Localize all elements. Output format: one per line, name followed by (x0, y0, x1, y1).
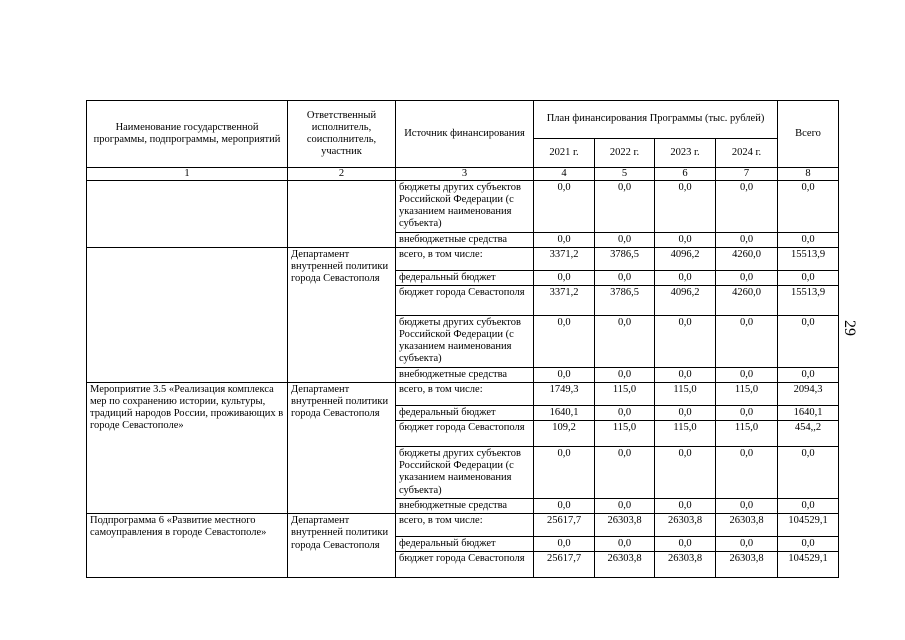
value-cell: 104529,1 (778, 552, 839, 578)
value-cell: 0,0 (778, 368, 839, 383)
value-cell: 0,0 (716, 447, 778, 499)
source-cell: внебюджетные средства (396, 499, 534, 514)
value-cell: 0,0 (595, 233, 655, 248)
value-cell: 0,0 (534, 447, 595, 499)
value-cell: 15513,9 (778, 248, 839, 271)
value-cell: 0,0 (655, 316, 716, 368)
header-source: Источник финансирования (396, 101, 534, 168)
header-year: 2023 г. (655, 139, 716, 168)
source-cell: бюджет города Севастополя (396, 286, 534, 316)
value-cell: 0,0 (655, 271, 716, 286)
value-cell: 0,0 (595, 499, 655, 514)
value-cell: 15513,9 (778, 286, 839, 316)
header-year: 2021 г. (534, 139, 595, 168)
value-cell: 25617,7 (534, 552, 595, 578)
value-cell: 0,0 (655, 181, 716, 233)
source-cell: бюджет города Севастополя (396, 552, 534, 578)
program-cell-empty (87, 181, 288, 248)
value-cell: 4096,2 (655, 248, 716, 271)
value-cell: 1749,3 (534, 383, 595, 406)
source-cell: федеральный бюджет (396, 406, 534, 421)
value-cell: 4096,2 (655, 286, 716, 316)
executor-cell: Департамент внутренней политики города Севастополя (288, 514, 396, 578)
source-cell: всего, в том числе: (396, 248, 534, 271)
value-cell: 26303,8 (716, 514, 778, 537)
value-cell: 0,0 (534, 537, 595, 552)
header-program: Наименование государственной программы, подпрограммы, мероприятий (87, 101, 288, 168)
table-row (87, 248, 839, 271)
table-row (87, 383, 839, 406)
value-cell: 0,0 (778, 271, 839, 286)
column-number: 3 (396, 168, 534, 181)
value-cell: 0,0 (778, 233, 839, 248)
value-cell: 115,0 (595, 421, 655, 447)
value-cell: 0,0 (778, 537, 839, 552)
value-cell: 0,0 (716, 406, 778, 421)
executor-cell-empty (288, 181, 396, 248)
value-cell: 0,0 (595, 181, 655, 233)
program-cell: Мероприятие 3.5 «Реализация комплекса мер по сохранению истории, культуры, традиций народов России, проживающих в городе Севастополе» (87, 383, 288, 514)
value-cell: 0,0 (534, 368, 595, 383)
value-cell: 0,0 (778, 316, 839, 368)
value-cell: 0,0 (655, 499, 716, 514)
value-cell: 0,0 (595, 368, 655, 383)
source-cell: всего, в том числе: (396, 514, 534, 537)
program-cell-empty (87, 248, 288, 383)
value-cell: 3786,5 (595, 248, 655, 271)
value-cell: 0,0 (716, 181, 778, 233)
value-cell: 0,0 (778, 447, 839, 499)
source-cell: бюджет города Севастополя (396, 421, 534, 447)
value-cell: 109,2 (534, 421, 595, 447)
column-number-row (87, 168, 839, 181)
value-cell: 0,0 (778, 181, 839, 233)
value-cell: 0,0 (655, 447, 716, 499)
value-cell: 115,0 (655, 383, 716, 406)
value-cell: 0,0 (716, 368, 778, 383)
value-cell: 0,0 (595, 316, 655, 368)
value-cell: 0,0 (716, 499, 778, 514)
value-cell: 4260,0 (716, 248, 778, 271)
value-cell: 3786,5 (595, 286, 655, 316)
value-cell: 26303,8 (716, 552, 778, 578)
header-year: 2024 г. (716, 139, 778, 168)
column-number: 1 (87, 168, 288, 181)
value-cell: 454,,2 (778, 421, 839, 447)
value-cell: 0,0 (716, 233, 778, 248)
executor-cell: Департамент внутренней политики города Севастополя (288, 248, 396, 383)
header-year: 2022 г. (595, 139, 655, 168)
value-cell: 0,0 (534, 181, 595, 233)
value-cell: 0,0 (716, 316, 778, 368)
value-cell: 26303,8 (655, 514, 716, 537)
value-cell: 0,0 (595, 406, 655, 421)
column-number: 7 (716, 168, 778, 181)
value-cell: 115,0 (655, 421, 716, 447)
source-cell: бюджеты других субъектов Российской Федерации (с указанием наименования субъекта) (396, 447, 534, 499)
value-cell: 2094,3 (778, 383, 839, 406)
column-number: 4 (534, 168, 595, 181)
column-number: 5 (595, 168, 655, 181)
value-cell: 1640,1 (778, 406, 839, 421)
value-cell: 115,0 (595, 383, 655, 406)
value-cell: 0,0 (534, 271, 595, 286)
source-cell: внебюджетные средства (396, 233, 534, 248)
value-cell: 26303,8 (655, 552, 716, 578)
value-cell: 26303,8 (595, 514, 655, 537)
value-cell: 1640,1 (534, 406, 595, 421)
source-cell: внебюджетные средства (396, 368, 534, 383)
source-cell: федеральный бюджет (396, 271, 534, 286)
value-cell: 25617,7 (534, 514, 595, 537)
value-cell: 4260,0 (716, 286, 778, 316)
value-cell: 0,0 (655, 233, 716, 248)
column-number: 8 (778, 168, 839, 181)
value-cell: 0,0 (778, 499, 839, 514)
value-cell: 0,0 (716, 537, 778, 552)
table-row (87, 514, 839, 537)
header-plan: План финансирования Программы (тыс. рублей) (534, 101, 778, 139)
financing-table (86, 100, 839, 578)
value-cell: 0,0 (595, 447, 655, 499)
header-total: Всего (778, 101, 839, 168)
value-cell: 3371,2 (534, 248, 595, 271)
value-cell: 0,0 (595, 537, 655, 552)
value-cell: 0,0 (534, 499, 595, 514)
value-cell: 0,0 (716, 271, 778, 286)
value-cell: 0,0 (655, 537, 716, 552)
value-cell: 115,0 (716, 383, 778, 406)
value-cell: 115,0 (716, 421, 778, 447)
source-cell: бюджеты других субъектов Российской Федерации (с указанием наименования субъекта) (396, 316, 534, 368)
value-cell: 3371,2 (534, 286, 595, 316)
header-executor: Ответственный исполнитель, соисполнитель, участник (288, 101, 396, 168)
value-cell: 0,0 (595, 271, 655, 286)
source-cell: бюджеты других субъектов Российской Федерации (с указанием наименования субъекта) (396, 181, 534, 233)
value-cell: 26303,8 (595, 552, 655, 578)
value-cell: 0,0 (655, 368, 716, 383)
executor-cell: Департамент внутренней политики города Севастополя (288, 383, 396, 514)
value-cell: 0,0 (534, 316, 595, 368)
column-number: 2 (288, 168, 396, 181)
value-cell: 0,0 (534, 233, 595, 248)
page-number: 29 (841, 320, 858, 336)
value-cell: 104529,1 (778, 514, 839, 537)
column-number: 6 (655, 168, 716, 181)
source-cell: федеральный бюджет (396, 537, 534, 552)
value-cell: 0,0 (655, 406, 716, 421)
program-cell: Подпрограмма 6 «Развитие местного самоуправления в городе Севастополе» (87, 514, 288, 578)
table-row (87, 181, 839, 233)
source-cell: всего, в том числе: (396, 383, 534, 406)
